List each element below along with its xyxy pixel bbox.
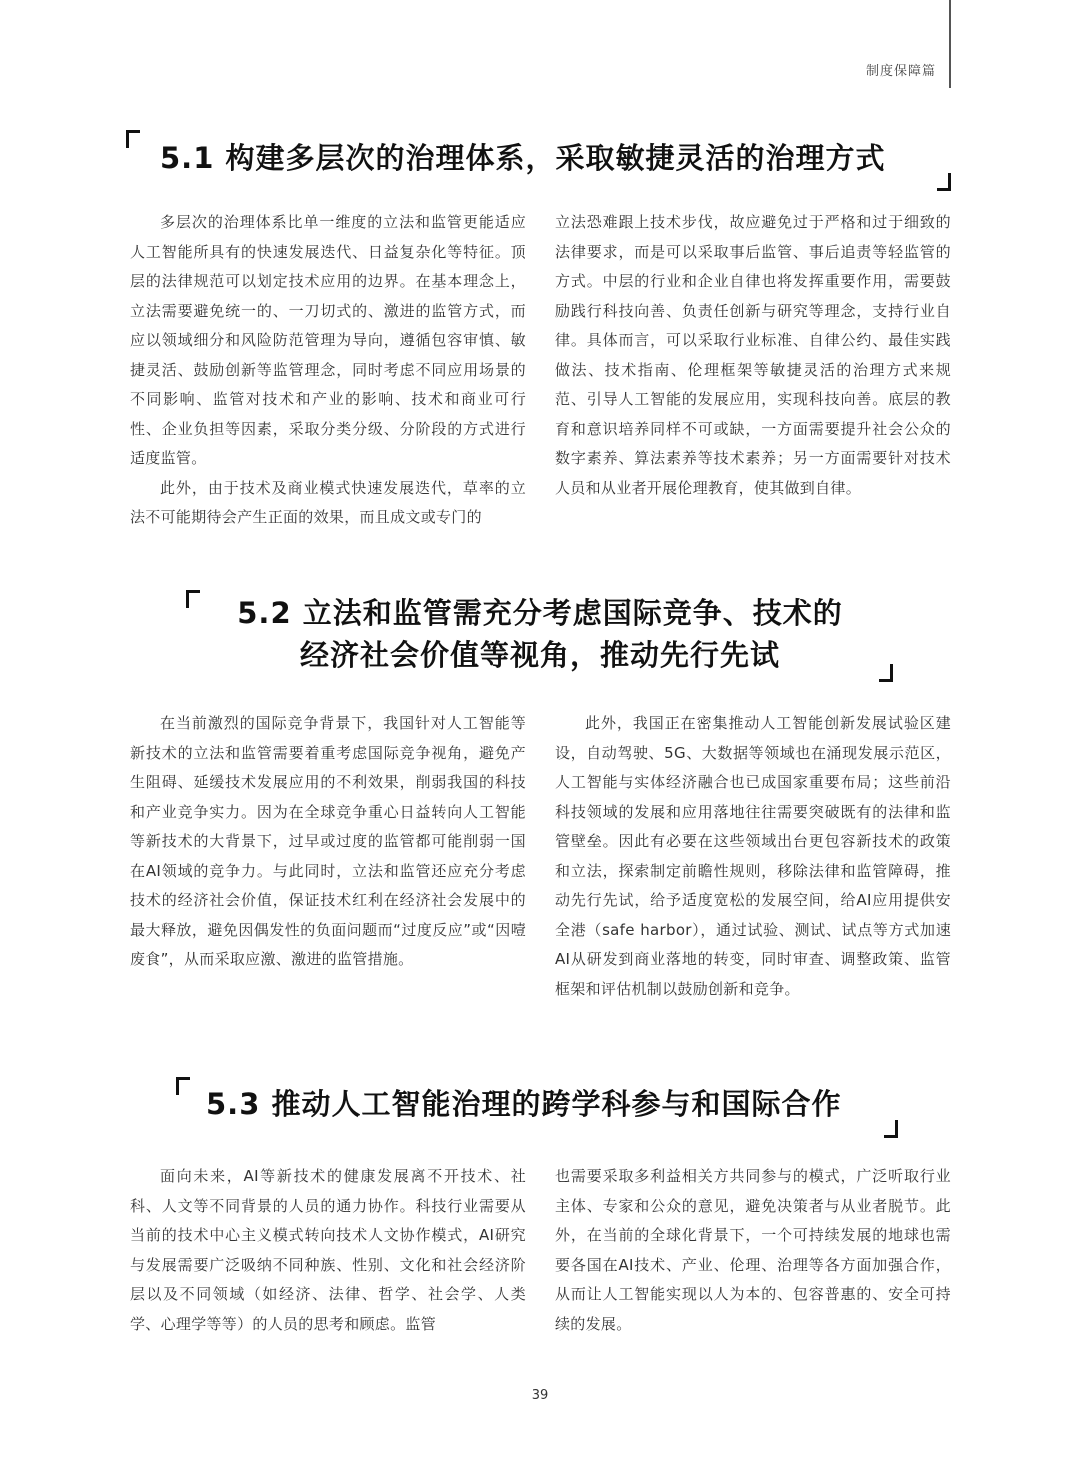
section-heading [190, 592, 890, 676]
heading-line: 经济社会价值等视角，推动先行先试 [299, 638, 780, 672]
close-bracket-icon [884, 1120, 898, 1138]
heading-line: 5.3 推动人工智能治理的跨学科参与和国际合作 [206, 1087, 842, 1121]
section-heading [206, 1083, 841, 1125]
paragraph: 此外，我国正在密集推动人工智能创新发展试验区建设，自动驾驶、5G、大数据等领域也在涌现发展示范区，人工智能与实体经济融合也已成国家重要布局；这些前沿科技领域的发展和应用落地往往需要突破既有的法律和监管壁垒。因此有必要在这些领域出台更包容新技术的政策和立法，探索制定前瞻性规则，移除法律和监管障碍，推动先行先试，给予适度宽松的发展空间，给AI应用提供安全港（safe harbor），通过试验、测试、试点等方式加速AI从研发到商业落地的转变，同时审查、调整政策、监管框架和评估机制以鼓励创新和竞争。 [555, 714, 951, 998]
close-bracket-icon [937, 173, 951, 191]
paragraph: 此外，由于技术及商业模式快速发展迭代，草率的立法不可能期待会产生正面的效果，而且成文或专门的 [130, 478, 526, 526]
left-column [130, 1162, 526, 1339]
left-column [130, 709, 526, 975]
close-bracket-icon [879, 664, 893, 682]
paragraph: 面向未来，AI等新技术的健康发展离不开技术、社科、人文等不同背景的人员的通力协作。科技行业需要从当前的技术中心主义模式转向技术人文协作模式，AI研究与发展需要广泛吸纳不同种族、性别、文化和社会经济阶层以及不同领域（如经济、法律、哲学、社会学、人类学、心理学等等）的人员的思考和顾虑。监管 [130, 1167, 526, 1333]
right-column [555, 1162, 951, 1339]
heading-line: 5.2 立法和监管需充分考虑国际竞争、技术的 [237, 596, 843, 630]
page-number: 39 [531, 1388, 549, 1403]
left-column [130, 208, 526, 533]
paragraph: 多层次的治理体系比单一维度的立法和监管更能适应人工智能所具有的快速发展迭代、日益复杂化等特征。顶层的法律规范可以划定技术应用的边界。在基本理念上，立法需要避免统一的、一刀切式的、激进的监管方式，而应以领域细分和风险防范管理为导向，遵循包容审慎、敏捷灵活、鼓励创新等监管理念，同时考虑不同应用场景的不同影响、监管对技术和产业的影响、技术和商业可行性、企业负担等因素，采取分类分级、分阶段的方式进行适度监管。 [130, 213, 526, 467]
paragraph: 也需要采取多利益相关方共同参与的模式，广泛听取行业主体、专家和公众的意见，避免决策者与从业者脱节。此外，在当前的全球化背景下，一个可持续发展的地球也需要各国在AI技术、产业、伦理、治理等各方面加强合作，从而让人工智能实现以人为本的、包容普惠的、安全可持续的发展。 [555, 1167, 951, 1333]
open-bracket-icon [176, 1077, 190, 1095]
right-column [555, 208, 951, 503]
open-bracket-icon [126, 130, 140, 148]
paragraph: 立法恐难跟上技术步伐，故应避免过于严格和过于细致的法律要求，而是可以采取事后监管、事后追责等轻监管的方式。中层的行业和企业自律也将发挥重要作用，需要鼓励践行科技向善、负责任创新与研究等理念，支持行业自律。具体而言，可以采取行业标准、自律公约、最佳实践做法、技术指南、伦理框架等敏捷灵活的治理方式来规范、引导人工智能的发展应用，实现科技向善。底层的教育和意识培养同样不可或缺，一方面需要提升社会公众的数字素养、算法素养等技术素养；另一方面需要针对技术人员和从业者开展伦理教育，使其做到自律。 [555, 213, 951, 497]
section-heading [160, 137, 885, 179]
paragraph: 在当前激烈的国际竞争背景下，我国针对人工智能等新技术的立法和监管需要着重考虑国际竞争视角，避免产生阻碍、延缓技术发展应用的不利效果，削弱我国的科技和产业竞争实力。因为在全球竞争重心日益转向人工智能等新技术的大背景下，过早或过度的监管都可能削弱一国在AI领域的竞争力。与此同时，立法和监管还应充分考虑技术的经济社会价值，保证技术红利在经济社会发展中的最大释放，避免因偶发性的负面问题而“过度反应”或“因噎废食”，从而采取应激、激进的监管措施。 [130, 714, 526, 968]
heading-line: 5.1 构建多层次的治理体系，采取敏捷灵活的治理方式 [160, 141, 886, 175]
right-column [555, 709, 951, 1004]
section-label: 制度保障篇 [866, 64, 937, 79]
header-divider [949, 0, 951, 88]
